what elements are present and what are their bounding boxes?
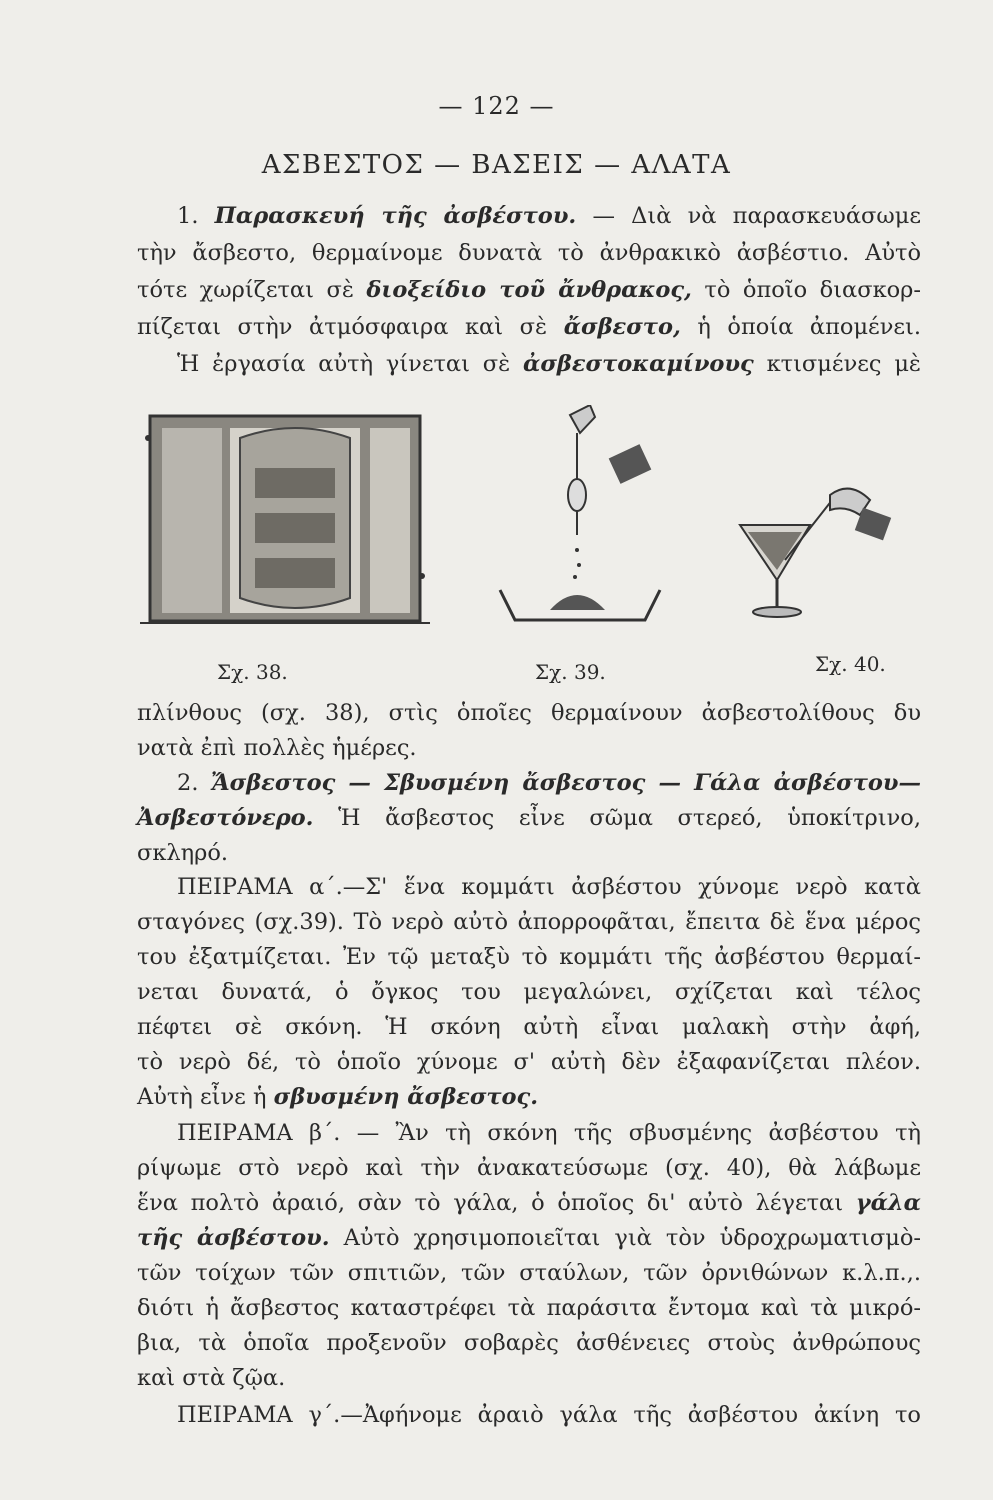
exp-a-line5: πέφτει σὲ σκόνη. Ἡ σκόνη αὐτὴ εἶναι μαλακὴ στὴν ἀφή,	[137, 1014, 921, 1040]
page-number: — 122 —	[438, 92, 555, 120]
figure-38-caption: Σχ. 38.	[217, 660, 288, 684]
after-figs-line2: νατὰ ἐπὶ πολλὲς ἡμέρες.	[137, 735, 417, 761]
section1-line4: πίζεται στὴν ἀτμόσφαιρα καὶ σὲ ἄσβεστο, ἡ ὁποία ἀπομένει.	[137, 314, 922, 340]
exp-a-line1: ΠΕΙΡΑΜΑ α΄.—Σ' ἕνα κομμάτι ἀσβέστου χύνομε νερὸ κατὰ	[177, 874, 922, 900]
figure-40-caption: Σχ. 40.	[815, 652, 886, 676]
section1-title: Παρασκευή τῆς ἀσβέστου.	[214, 203, 577, 229]
exp-b-line1: ΠΕΙΡΑΜΑ β΄. — Ἂν τὴ σκόνη τῆς σβυσμένης ἀσβέστου τὴ	[177, 1120, 921, 1146]
section2-line2: Ἀσβεστόνερο. Ἡ ἄσβεστος εἶνε σῶμα στερεό, ὑποκίτρινο,	[137, 805, 921, 831]
exp-b-line6: διότι ἡ ἄσβεστος καταστρέφει τὰ παράσιτα ἔντομα καὶ τὰ μικρό-	[137, 1295, 921, 1321]
glass-stirring-figure	[730, 470, 900, 630]
water-drops-figure	[495, 405, 665, 625]
exp-b-line4: τῆς ἀσβέστου. Αὐτὸ χρησιμοποιεῖται γιὰ τὸν ὑδροχρωματισμὸ-	[137, 1225, 921, 1251]
exp-b-line7: βια, τὰ ὁποῖα προξενοῦν σοβαρὲς ἀσθένειες στοὺς ἀνθρώπους	[137, 1330, 921, 1356]
section2-line1: 2. Ἄσβεστος — Σβυσμένη ἄσβεστος — Γάλα ἀσβέστου—	[177, 770, 922, 796]
exp-a-label: ΠΕΙΡΑΜΑ α΄.	[177, 874, 343, 900]
exp-b-line8: καὶ στὰ ζῷα.	[137, 1365, 286, 1391]
exp-b-line2: ρίψωμε στὸ νερὸ καὶ τὴν ἀνακατεύσωμε (σχ. 40), θὰ λάβωμε	[137, 1155, 921, 1181]
after-figs-line1: πλίνθους (σχ. 38), στὶς ὁποῖες θερμαίνουν ἀσβεστολίθους δυ	[137, 700, 921, 726]
exp-a-line2: σταγόνες (σχ.39). Τὸ νερὸ αὐτὸ ἀπορροφᾶται, ἔπειτα δὲ ἕνα μέρος	[137, 909, 921, 935]
lime-kiln-figure	[140, 398, 430, 638]
exp-a-line4: νεται δυνατά, ὁ ὄγκος του μεγαλώνει, σχίζεται καὶ τέλος	[137, 979, 921, 1005]
chapter-heading: ΑΣΒΕΣΤΟΣ — ΒΑΣΕΙΣ — ΑΛΑΤΑ	[261, 150, 732, 180]
exp-c-line1: ΠΕΙΡΑΜΑ γ΄.—Ἀφήνομε ἀραιὸ γάλα τῆς ἀσβέστου ἀκίνη το	[177, 1402, 921, 1428]
section1-line1: 1. Παρασκευή τῆς ἀσβέστου. — Διὰ νὰ παρασκευάσωμε	[177, 203, 922, 229]
section1-line5: Ἡ ἐργασία αὐτὴ γίνεται σὲ ἀσβεστοκαμίνους κτισμένες μὲ	[177, 351, 922, 377]
section1-line2: τὴν ἄσβεστο, θερμαίνομε δυνατὰ τὸ ἀνθρακικὸ ἀσβέστιο. Αὐτὸ	[137, 240, 921, 266]
exp-a-line6: τὸ νερὸ δέ, τὸ ὁποῖο χύνομε σ' αὐτὴ δὲν ἐξαφανίζεται πλέον.	[137, 1049, 921, 1075]
section2-title: Ἄσβεστος — Σβυσμένη ἄσβεστος — Γάλα ἀσβέστου—	[210, 770, 922, 796]
exp-a-line3: του ἐξατμίζεται. Ἐν τῷ μεταξὺ τὸ κομμάτι τῆς ἀσβέστου θερμαί-	[137, 944, 921, 970]
exp-a-line7: Αὐτὴ εἶνε ἡ σβυσμένη ἄσβεστος.	[137, 1084, 539, 1110]
exp-b-line5: τῶν τοίχων τῶν σπιτιῶν, τῶν σταύλων, τῶν ὀρνιθώνων κ.λ.π.,.	[137, 1260, 921, 1286]
section2-line3: σκληρό.	[137, 840, 229, 866]
exp-c-label: ΠΕΙΡΑΜΑ γ΄.	[177, 1402, 341, 1428]
figure-39-caption: Σχ. 39.	[535, 660, 606, 684]
section1-line3: τότε χωρίζεται σὲ διοξείδιο τοῦ ἄνθρακος, τὸ ὁποῖο διασκορ-	[137, 277, 922, 303]
exp-b-line3: ἕνα πολτὸ ἀραιό, σὰν τὸ γάλα, ὁ ὁποῖος δι' αὐτὸ λέγεται γάλα	[137, 1190, 921, 1216]
exp-b-label: ΠΕΙΡΑΜΑ β΄.	[177, 1120, 341, 1146]
